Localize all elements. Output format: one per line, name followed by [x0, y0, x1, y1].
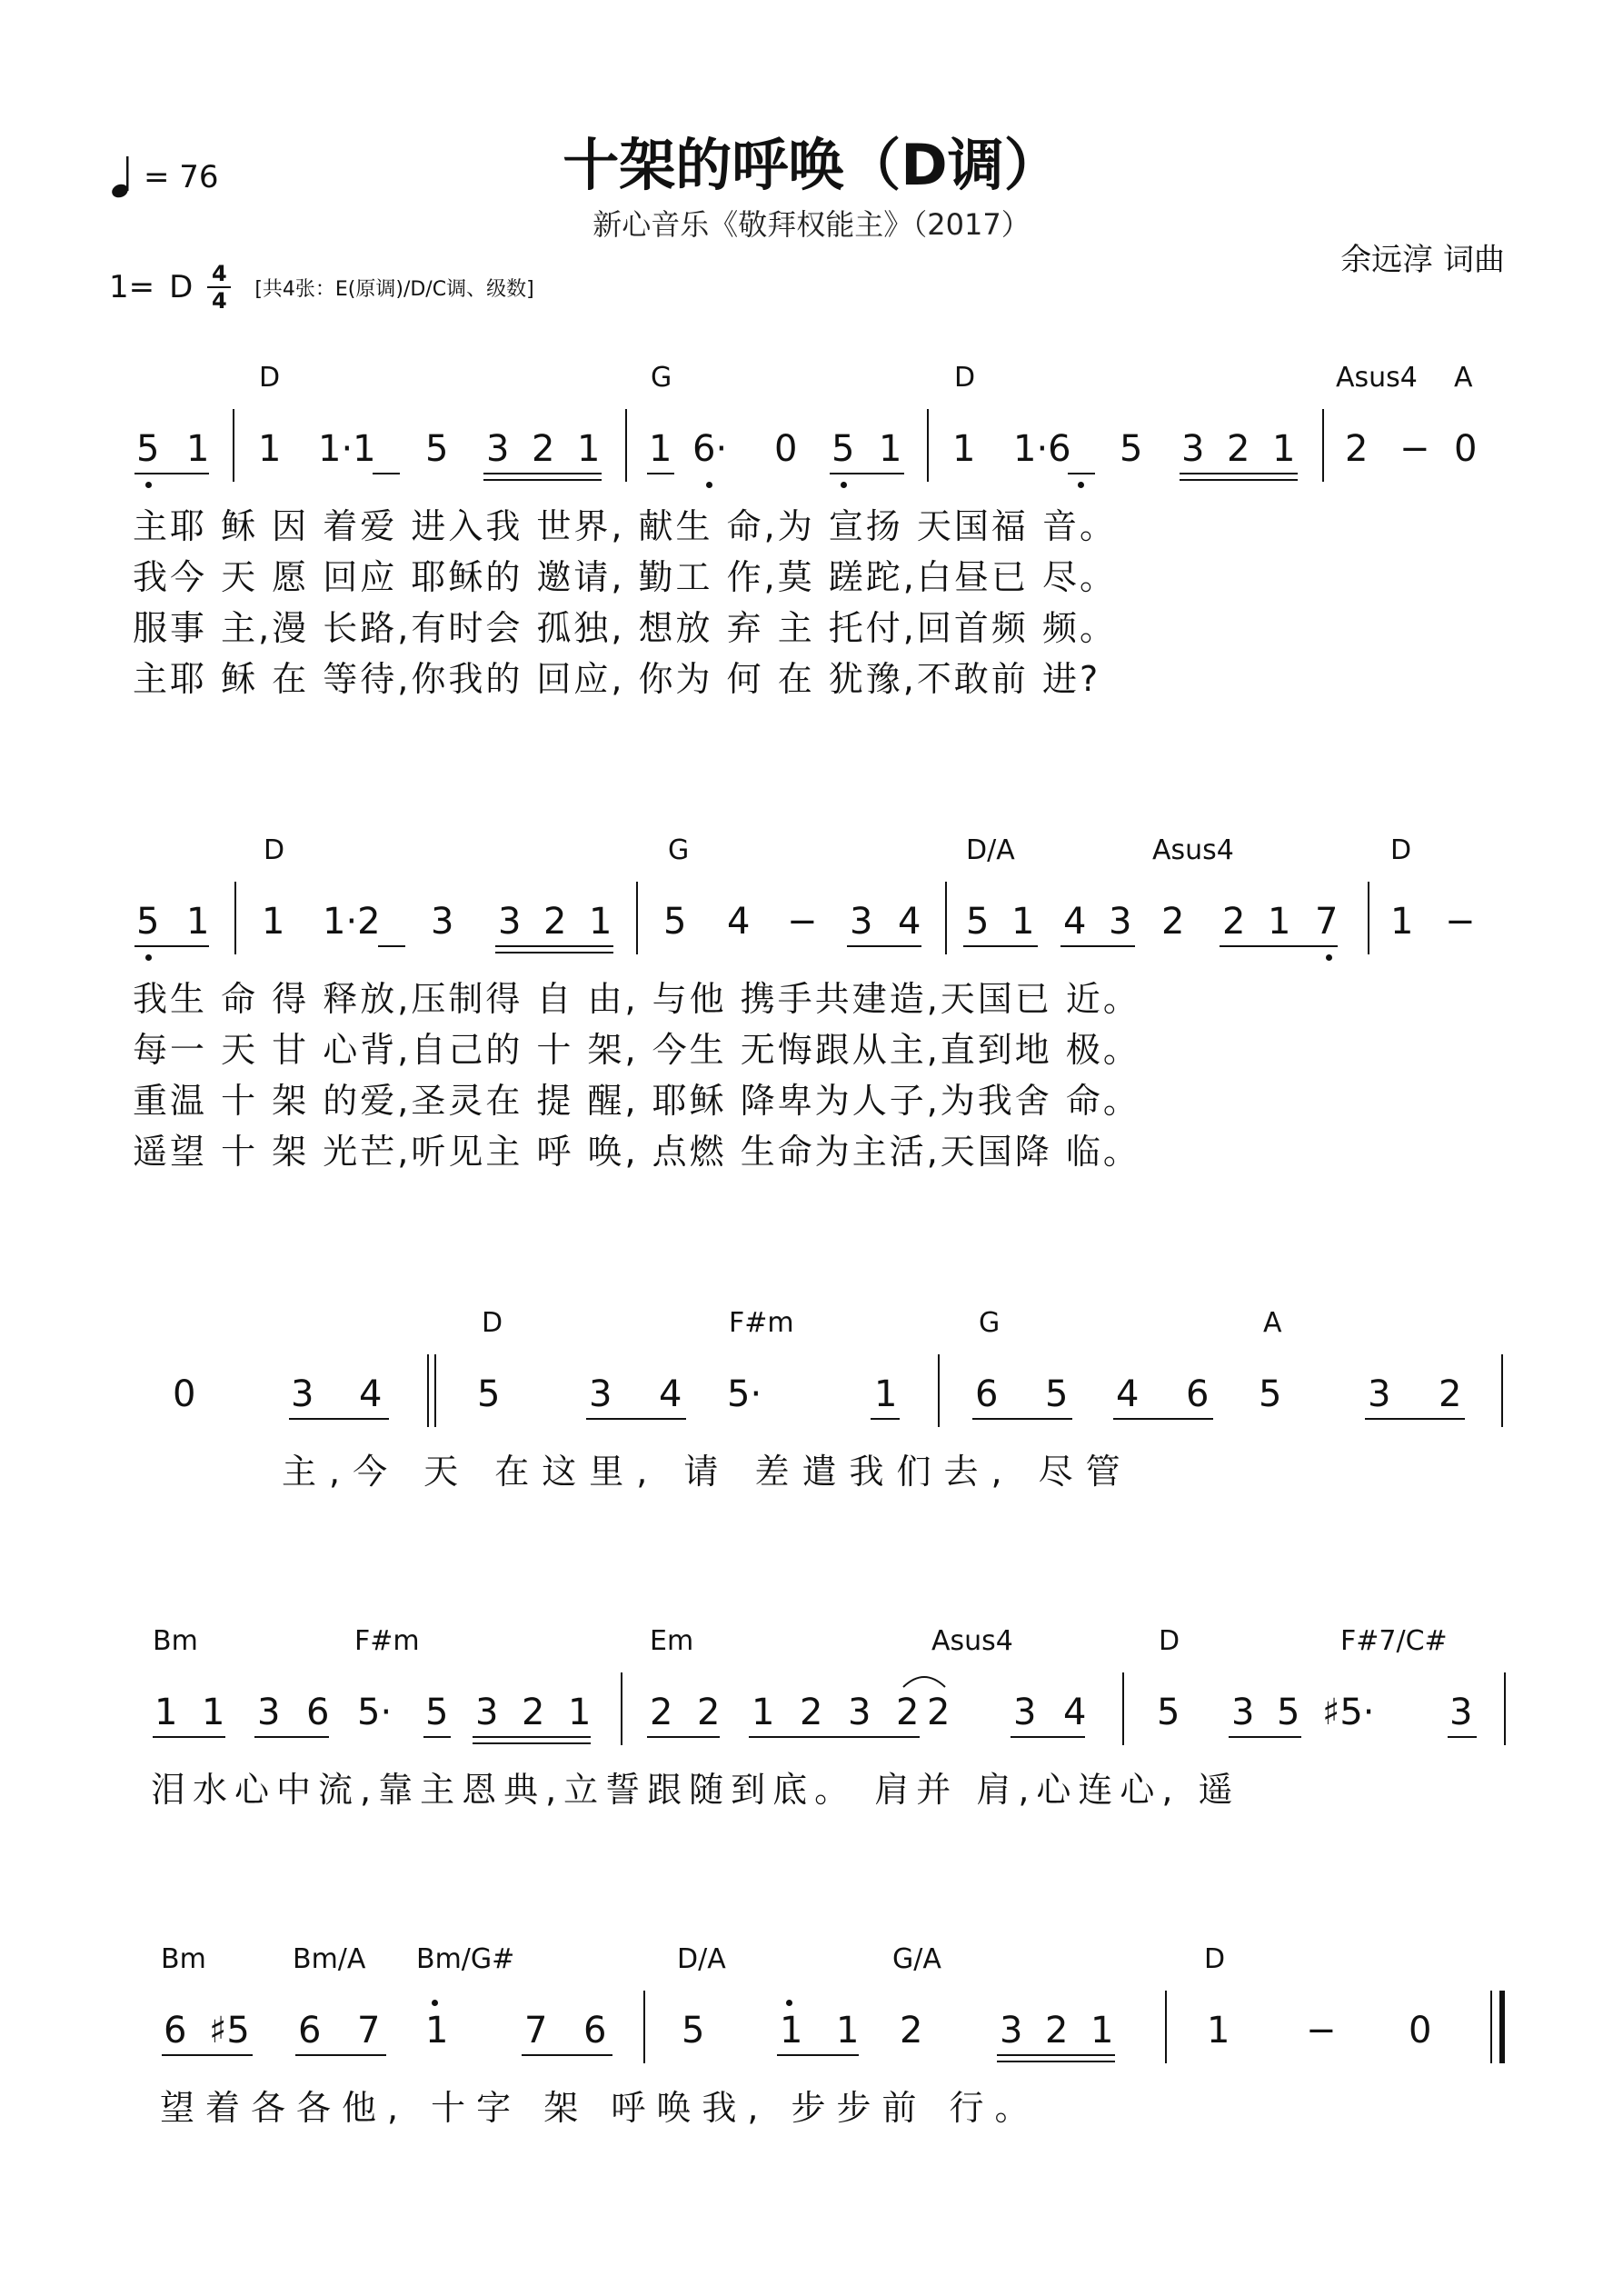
- chord-a: A: [1263, 1307, 1282, 1339]
- underline: [495, 945, 613, 947]
- note: ♯5: [209, 2010, 250, 2051]
- lyric-verse-4: 主耶 稣 在 等待,你我的 回应, 你为 何 在 犹豫,不敢前 进?: [133, 659, 1101, 699]
- note: 3: [1013, 1692, 1037, 1733]
- note: 4: [1063, 1692, 1087, 1733]
- underline: [1448, 1736, 1477, 1738]
- underline: [777, 2054, 859, 2056]
- barline: [636, 882, 638, 954]
- final-barline-thin: [1490, 1991, 1492, 2063]
- note: −: [1306, 2010, 1337, 2051]
- note: 6: [1186, 1373, 1210, 1415]
- note: 3: [1449, 1692, 1473, 1733]
- underline: [134, 473, 209, 474]
- lyric-verse-3: 服事 主,漫 长路,有时会 孤独, 想放 弃 主 托付,回首频 频。: [133, 608, 1117, 648]
- barline: [1165, 1991, 1167, 2063]
- low-octave-dot: [841, 482, 847, 488]
- note: 2: [800, 1692, 823, 1733]
- note: 1: [952, 428, 976, 470]
- chord-d: D: [259, 362, 281, 394]
- barline: [938, 1354, 940, 1427]
- note: 1: [425, 2010, 449, 2051]
- chord-a: A: [1454, 362, 1473, 394]
- underline: [254, 1736, 329, 1738]
- low-octave-dot: [1326, 954, 1332, 961]
- tempo-marking: [111, 155, 219, 200]
- barline: [621, 1672, 622, 1745]
- lyric-verse-4: 遥望 十 架 光芒,听见主 呼 唤, 点燃 生命为主活,天国降 临。: [133, 1132, 1140, 1172]
- note: 3: [850, 901, 873, 943]
- note: 3: [257, 1692, 281, 1733]
- low-octave-dot: [706, 482, 712, 488]
- barline: [233, 409, 234, 482]
- note: 5: [1120, 428, 1143, 470]
- barline: [643, 1991, 645, 2063]
- chord-g: G: [668, 834, 690, 866]
- note: 2: [1227, 428, 1250, 470]
- barline: [1322, 409, 1324, 482]
- note: 2: [522, 1692, 545, 1733]
- lyric-verse-1: 主耶 稣 因 着爱 进入我 世界, 献生 命,为 宣扬 天国福 音。: [133, 506, 1117, 546]
- note: 2: [697, 1692, 721, 1733]
- key-signature-line: [109, 262, 534, 313]
- lyric-chorus: 望着各各他, 十字 架 呼唤我, 步步前 行。: [160, 2088, 1041, 2128]
- barline: [625, 409, 627, 482]
- underline: [373, 473, 400, 474]
- note: 4: [1116, 1373, 1140, 1415]
- note: 6: [298, 2010, 322, 2051]
- note: 7: [524, 2010, 548, 2051]
- note: 3: [486, 428, 510, 470]
- underline: [1113, 1418, 1213, 1420]
- note: 0: [1454, 428, 1478, 470]
- note: 1: [186, 901, 210, 943]
- chord-f-sharp-minor: F#m: [729, 1307, 794, 1339]
- underline: [1011, 1736, 1085, 1738]
- note: 3: [1109, 901, 1132, 943]
- underline: [847, 945, 921, 947]
- song-subtitle: 新心音乐《敬拜权能主》（2017）: [592, 207, 1031, 242]
- underline: [1060, 945, 1135, 947]
- note: 5: [1157, 1692, 1180, 1733]
- note: 2: [650, 1692, 673, 1733]
- final-barline-thick: [1499, 1991, 1505, 2063]
- high-octave-dot: [786, 2000, 792, 2006]
- underline: [483, 473, 602, 474]
- note: 3: [1181, 428, 1205, 470]
- chord-b-minor: Bm: [161, 1943, 206, 1975]
- note: 5: [1045, 1373, 1069, 1415]
- note: 1: [649, 428, 672, 470]
- note: 1: [780, 2010, 803, 2051]
- note: 4: [359, 1373, 383, 1415]
- note: 5: [136, 901, 160, 943]
- note: 3: [475, 1692, 499, 1733]
- note: 2: [896, 1692, 920, 1733]
- barline: [234, 882, 236, 954]
- note: 5: [425, 1692, 449, 1733]
- underline: [647, 1736, 720, 1738]
- note: 2: [1222, 901, 1246, 943]
- note: 6: [975, 1373, 999, 1415]
- note: 1·1: [318, 428, 376, 470]
- note: 7: [1315, 901, 1339, 943]
- note: 5: [425, 428, 449, 470]
- chord-b-minor-over-a: Bm/A: [293, 1943, 366, 1975]
- note: 5: [966, 901, 990, 943]
- note: 5: [1259, 1373, 1282, 1415]
- time-signature-top: 4: [211, 261, 227, 286]
- underline: [1180, 479, 1298, 481]
- note: 2: [927, 1692, 951, 1733]
- note: 2: [1345, 428, 1369, 470]
- chord-g-over-a: G/A: [892, 1943, 941, 1975]
- note: 1: [1011, 901, 1035, 943]
- underline: [495, 952, 613, 953]
- note: 1: [154, 1692, 178, 1733]
- note: 1: [262, 901, 285, 943]
- note: 4: [659, 1373, 682, 1415]
- note: 5: [477, 1373, 501, 1415]
- note: 3: [848, 1692, 871, 1733]
- chord-g: G: [979, 1307, 1001, 1339]
- barline: [1501, 1354, 1503, 1427]
- low-octave-dot: [145, 954, 152, 961]
- underline: [871, 1418, 900, 1420]
- note: 2: [532, 428, 555, 470]
- barline: [927, 409, 929, 482]
- quarter-note-icon: [111, 155, 134, 200]
- note: 2: [1439, 1373, 1462, 1415]
- note: 1·6: [1013, 428, 1071, 470]
- underline: [963, 945, 1038, 947]
- underline: [1220, 945, 1338, 947]
- note: 5·: [727, 1373, 762, 1415]
- underline: [295, 2054, 386, 2056]
- underline: [1229, 1736, 1301, 1738]
- note: 0: [1409, 2010, 1432, 2051]
- chord-d-over-a: D/A: [677, 1943, 726, 1975]
- key-label: 1=: [109, 269, 155, 305]
- chord-b-minor: Bm: [153, 1625, 198, 1657]
- lyric-chorus: 泪水心中流,靠主恩典,立誓跟随到底。 肩并 肩,心连心, 遥: [151, 1770, 1240, 1810]
- note: 1: [202, 1692, 225, 1733]
- time-signature: [207, 262, 231, 313]
- note: 3: [431, 901, 454, 943]
- chord-asus4: Asus4: [931, 1625, 1013, 1657]
- note: 1: [874, 1373, 898, 1415]
- lyric-verse-3: 重温 十 架 的爱,圣灵在 提 醒, 耶稣 降卑为人子,为我舍 命。: [133, 1081, 1140, 1121]
- chord-asus4: Asus4: [1336, 362, 1418, 394]
- note: 2: [900, 2010, 923, 2051]
- note: 4: [898, 901, 921, 943]
- tempo-value: = 76: [144, 159, 219, 195]
- underline: [483, 479, 602, 481]
- note: 4: [727, 901, 751, 943]
- note: 5: [663, 901, 687, 943]
- underline: [134, 945, 209, 947]
- note: 1: [577, 428, 601, 470]
- note: 5: [682, 2010, 705, 2051]
- note: 1: [1272, 428, 1296, 470]
- chord-d: D: [954, 362, 976, 394]
- underline: [153, 1736, 225, 1738]
- note: 3: [291, 1373, 314, 1415]
- underline: [522, 2054, 612, 2056]
- note: 4: [1063, 901, 1087, 943]
- underline: [647, 473, 674, 474]
- underline: [289, 1418, 389, 1420]
- note: 1: [879, 428, 902, 470]
- chord-d: D: [264, 834, 285, 866]
- note: 2: [1161, 901, 1185, 943]
- note: 6: [306, 1692, 330, 1733]
- lyric-chorus: 主,今 天 在这里, 请 差遣我们去, 尽管: [282, 1452, 1133, 1492]
- underline: [997, 2054, 1115, 2056]
- lyric-verse-1: 我生 命 得 释放,压制得 自 由, 与他 携手共建造,天国已 近。: [133, 979, 1140, 1019]
- key-options-note: [共4张：E(原调)/D/C调、级数]: [254, 277, 534, 301]
- note: 6·: [692, 428, 728, 470]
- note: 5: [1277, 1692, 1300, 1733]
- chord-d-over-a: D/A: [966, 834, 1015, 866]
- double-barline: [427, 1354, 429, 1427]
- low-octave-dot: [1078, 482, 1084, 488]
- note: −: [787, 901, 818, 943]
- chord-f-sharp-7-over-c-sharp: F#7/C#: [1340, 1625, 1448, 1657]
- note: 1: [836, 2010, 860, 2051]
- note: 1: [1207, 2010, 1230, 2051]
- chord-d: D: [1159, 1625, 1180, 1657]
- note: 0: [173, 1373, 196, 1415]
- underline: [997, 2061, 1115, 2062]
- note: −: [1445, 901, 1476, 943]
- song-title: 十架的呼唤（D调）: [563, 132, 1060, 198]
- note: 6: [164, 2010, 187, 2051]
- note: 3: [1368, 1373, 1391, 1415]
- note: 1: [1090, 2010, 1114, 2051]
- note: 6: [583, 2010, 607, 2051]
- underline: [749, 1736, 920, 1738]
- underline: [162, 2054, 253, 2056]
- note: −: [1399, 428, 1430, 470]
- author-credit: 余远淳 词曲: [1340, 242, 1505, 278]
- key-letter: D: [169, 269, 194, 305]
- lyric-verse-2: 每一 天 甘 心背,自己的 十 架, 今生 无悔跟从主,直到地 极。: [133, 1030, 1140, 1070]
- underline: [1365, 1418, 1465, 1420]
- high-octave-dot: [432, 2000, 438, 2006]
- underline: [473, 1736, 591, 1738]
- note: 7: [357, 2010, 381, 2051]
- chord-d: D: [1390, 834, 1412, 866]
- note: ♯5·: [1322, 1692, 1375, 1733]
- chord-d: D: [482, 1307, 503, 1339]
- chord-g: G: [651, 362, 672, 394]
- note: 2: [543, 901, 567, 943]
- chord-e-minor: Em: [650, 1625, 694, 1657]
- time-signature-bottom: 4: [211, 288, 227, 314]
- underline: [423, 1736, 451, 1738]
- note: 3: [1231, 1692, 1255, 1733]
- note: 2: [1045, 2010, 1069, 2051]
- note: 0: [774, 428, 798, 470]
- underline: [586, 1418, 686, 1420]
- low-octave-dot: [145, 482, 152, 488]
- note: 5: [831, 428, 855, 470]
- barline: [1504, 1672, 1506, 1745]
- note: 1: [186, 428, 210, 470]
- barline: [1368, 882, 1369, 954]
- underline: [972, 1418, 1072, 1420]
- note: 5: [136, 428, 160, 470]
- note: 3: [498, 901, 522, 943]
- note: 1: [589, 901, 612, 943]
- underline: [378, 945, 405, 947]
- note: 1: [1268, 901, 1291, 943]
- note: 1: [1390, 901, 1414, 943]
- chord-d: D: [1204, 1943, 1226, 1975]
- note: 1·2: [323, 901, 381, 943]
- barline: [1122, 1672, 1124, 1745]
- tie-arc: [901, 1671, 947, 1689]
- underline: [1068, 473, 1095, 474]
- chord-b-minor-over-g-sharp: Bm/G#: [416, 1943, 515, 1975]
- underline: [1180, 473, 1298, 474]
- double-barline: [434, 1354, 436, 1427]
- note: 1: [258, 428, 282, 470]
- underline: [473, 1742, 591, 1744]
- note: 3: [1000, 2010, 1023, 2051]
- note: 5·: [357, 1692, 393, 1733]
- note: 1: [568, 1692, 592, 1733]
- barline: [945, 882, 947, 954]
- chord-f-sharp-minor: F#m: [354, 1625, 420, 1657]
- underline: [830, 473, 904, 474]
- note: 1: [752, 1692, 775, 1733]
- note: 3: [589, 1373, 612, 1415]
- lyric-verse-2: 我今 天 愿 回应 耶稣的 邀请, 勤工 作,莫 蹉跎,白昼已 尽。: [133, 557, 1117, 597]
- chord-asus4: Asus4: [1152, 834, 1234, 866]
